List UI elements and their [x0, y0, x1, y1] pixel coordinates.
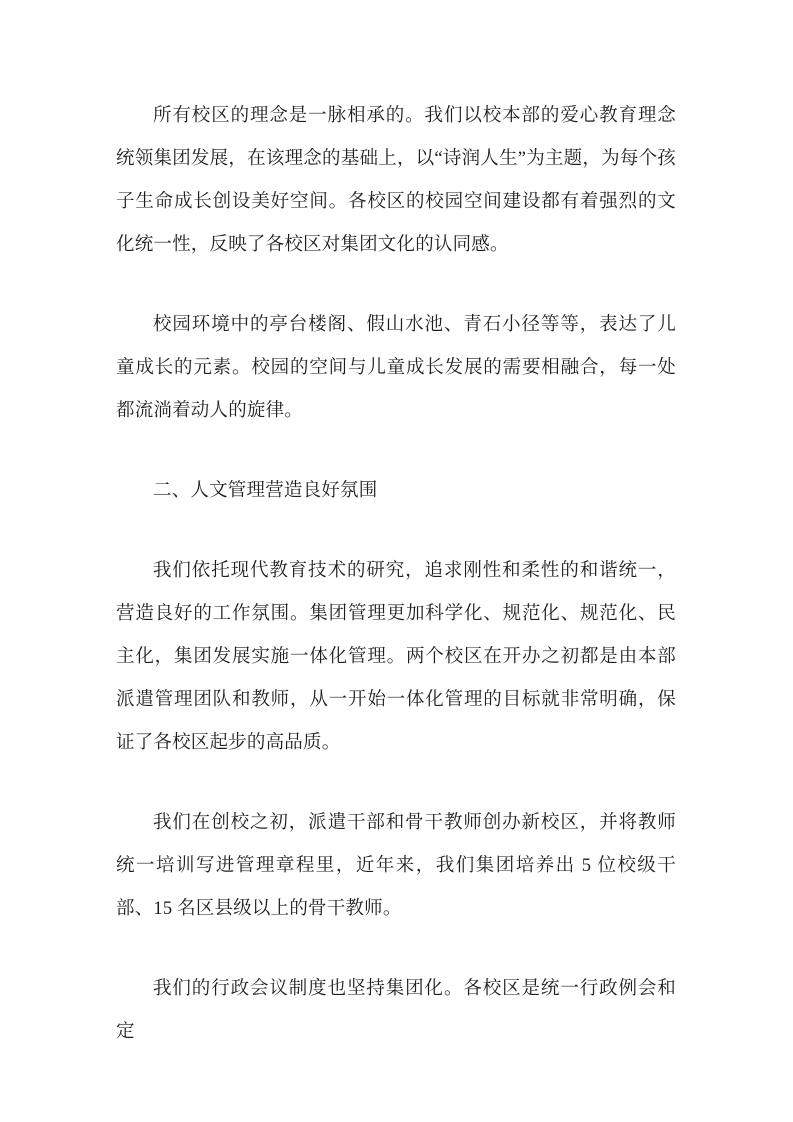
- paragraph-campus-environment: 校园环境中的亭台楼阁、假山水池、青石小径等等，表达了儿童成长的元素。校园的空间与儿童成长发展的需要相融合，每一处都流淌着动人的旋律。: [116, 315, 676, 421]
- paragraph-admin-meetings: 我们的行政会议制度也坚持集团化。各校区是统一行政例会和定: [116, 979, 676, 1042]
- paragraph-unified-management: 我们依托现代教育技术的研究，追求刚性和柔性的和谐统一，营造良好的工作氛围。集团管理更加科学化、规范化、规范化、民主化，集团发展实施一体化管理。两个校区在开办之初都是由本部派遣管理团队和教师，从一开始一体化管理的目标就非常明确，保证了各校区起步的高品质。: [116, 561, 676, 753]
- section-heading-humanistic-management: 二、人文管理营造良好氛围: [153, 481, 378, 501]
- paragraph-teacher-training: 我们在创校之初，派遣干部和骨干教师创办新校区，并将教师统一培训写进管理章程里，近年来，我们集团培养出 5 位校级干部、15 名区县级以上的骨干教师。: [116, 813, 676, 919]
- paragraph-campus-philosophy: 所有校区的理念是一脉相承的。我们以校本部的爱心教育理念统领集团发展，在该理念的基础上，以“诗润人生”为主题，为每个孩子生命成长创设美好空间。各校区的校园空间建设都有着强烈的文化统一性，反映了各校区对集团文化的认同感。: [116, 106, 676, 255]
